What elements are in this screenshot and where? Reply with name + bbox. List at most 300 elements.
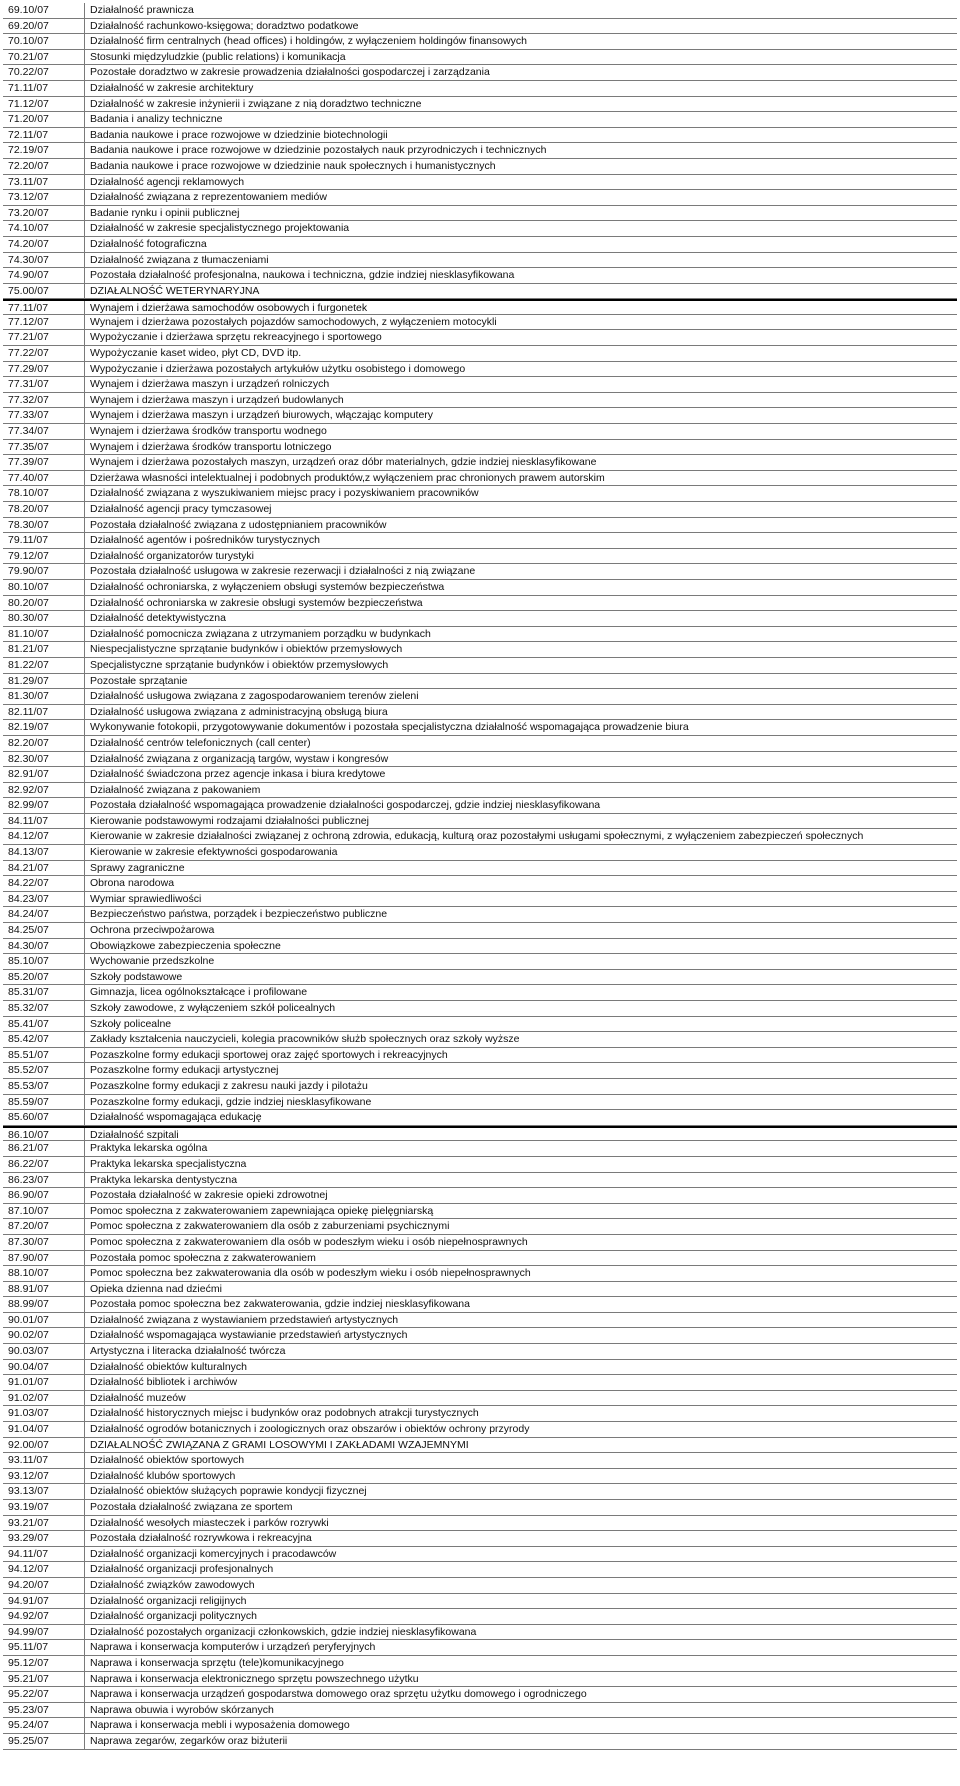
activity-description: Działalność pozostałych organizacji członkowskich, gdzie indziej niesklasyfikowana (90, 1625, 477, 1638)
activity-description: Obowiązkowe zabezpieczenia społeczne (90, 939, 281, 952)
pkd-code: 95.11/07 (3, 1640, 85, 1655)
table-row (3, 611, 957, 627)
pkd-code: 87.30/07 (3, 1235, 85, 1250)
activity-description: Naprawa obuwia i wyrobów skórzanych (90, 1703, 274, 1716)
pkd-code: 93.19/07 (3, 1500, 85, 1515)
activity-description: Wynajem i dzierżawa maszyn i urządzeń biurowych, włączając komputery (90, 409, 434, 422)
activity-description: Praktyka lekarska specjalistyczna (90, 1157, 247, 1170)
activity-description: Obrona narodowa (90, 877, 175, 890)
pkd-code: 88.99/07 (3, 1297, 85, 1312)
activity-description: Badanie rynku i opinii publicznej (90, 206, 240, 219)
pkd-code: 94.20/07 (3, 1578, 85, 1593)
pkd-code: 94.11/07 (3, 1547, 85, 1562)
table-row (3, 642, 957, 658)
pkd-code: 86.90/07 (3, 1188, 85, 1203)
activity-description: Działalność fotograficzna (90, 237, 207, 250)
table-row (3, 689, 957, 705)
table-row (3, 299, 957, 315)
activity-description: Działalność ochroniarska, z wyłączeniem obsługi systemów bezpieczeństwa (90, 580, 445, 593)
pkd-code: 74.30/07 (3, 253, 85, 268)
table-row (3, 1438, 957, 1454)
pkd-code: 85.52/07 (3, 1063, 85, 1078)
pkd-code: 94.92/07 (3, 1609, 85, 1624)
table-row (3, 1422, 957, 1438)
activity-description: Pozaszkolne formy edukacji z zakresu nauki jazdy i pilotażu (90, 1079, 368, 1092)
activity-description: Działalność organizacji politycznych (90, 1610, 257, 1623)
table-row (3, 892, 957, 908)
table-row (3, 1282, 957, 1298)
table-row (3, 518, 957, 534)
activity-description: Działalność szpitali (90, 1128, 179, 1141)
pkd-code: 85.41/07 (3, 1017, 85, 1032)
activity-description: Działalność pomocnicza związana z utrzymaniem porządku w budynkach (90, 627, 431, 640)
table-row (3, 190, 957, 206)
table-row (3, 1718, 957, 1734)
pkd-code: 84.12/07 (3, 829, 85, 844)
table-row (3, 861, 957, 877)
table-row (3, 783, 957, 799)
activity-description: Pozostała działalność związana ze sportem (90, 1501, 293, 1513)
activity-description: Działalność związana z wyszukiwaniem miejsc pracy i pozyskiwaniem pracowników (90, 487, 479, 500)
pkd-code: 94.99/07 (3, 1625, 85, 1640)
table-row (3, 1516, 957, 1532)
activity-description: Pozaszkolne formy edukacji, gdzie indziej niesklasyfikowane (90, 1095, 372, 1108)
activity-description: Działalność związana z tłumaczeniami (90, 253, 269, 266)
table-row (3, 362, 957, 378)
table-row (3, 393, 957, 409)
pkd-code: 86.23/07 (3, 1173, 85, 1188)
activity-description: Szkoły podstawowe (90, 970, 183, 983)
table-row (3, 1609, 957, 1625)
activity-description: Działalność organizatorów turystyki (90, 549, 254, 562)
pkd-code: 78.10/07 (3, 486, 85, 501)
pkd-code: 90.04/07 (3, 1360, 85, 1375)
pkd-code: 94.12/07 (3, 1562, 85, 1577)
activity-description: Wypożyczanie i dzierżawa sprzętu rekreacyjnego i sportowego (90, 331, 382, 344)
pkd-code: 69.10/07 (3, 3, 85, 18)
pkd-code: 84.13/07 (3, 845, 85, 860)
pkd-code: 72.20/07 (3, 159, 85, 174)
pkd-code: 72.11/07 (3, 128, 85, 143)
table-row (3, 34, 957, 50)
activity-description: Pozostała działalność w zakresie opieki zdrowotnej (90, 1189, 328, 1202)
pkd-code: 77.22/07 (3, 346, 85, 361)
activity-description: Działalność muzeów (90, 1391, 186, 1404)
table-row (3, 330, 957, 346)
pkd-code: 71.20/07 (3, 112, 85, 127)
activity-description: Pozaszkolne formy edukacji artystycznej (90, 1064, 279, 1077)
pkd-code: 74.90/07 (3, 268, 85, 283)
table-row (3, 1204, 957, 1220)
table-row (3, 876, 957, 892)
activity-description: Badania naukowe i prace rozwojowe w dziedzinie pozostałych nauk przyrodniczych i technicznych (90, 144, 547, 157)
pkd-code: 69.20/07 (3, 19, 85, 34)
pkd-code: 79.90/07 (3, 564, 85, 579)
pkd-code: 75.00/07 (3, 284, 85, 299)
pkd-code: 82.91/07 (3, 767, 85, 782)
activity-description: Działalność w zakresie specjalistycznego projektowania (90, 222, 350, 235)
table-row (3, 284, 957, 300)
table-row (3, 1017, 957, 1033)
table-row (3, 1625, 957, 1641)
table-row (3, 1095, 957, 1111)
table-row (3, 1188, 957, 1204)
table-row (3, 253, 957, 269)
activity-description: Szkoły zawodowe, z wyłączeniem szkół policealnych (90, 1002, 336, 1014)
table-row (3, 1734, 957, 1750)
activity-description: Pozostała działalność wspomagająca prowadzenie działalności gospodarczej, gdzie indziej niesklasyfikowana (90, 799, 601, 812)
activity-description: Dzierżawa własności intelektualnej i podobnych produktów,z wyłączeniem prac chronionych prawem autorskim (90, 471, 605, 484)
activity-description: Pozostałe sprzątanie (90, 674, 188, 687)
activity-description: Działalność usługowa związana z administracyjną obsługą biura (90, 705, 388, 718)
pkd-code: 77.32/07 (3, 393, 85, 408)
activity-description: Działalność centrów telefonicznych (call center) (90, 736, 311, 749)
pkd-code: 85.32/07 (3, 1001, 85, 1016)
pkd-code: 74.20/07 (3, 237, 85, 252)
activity-description: Pozostała pomoc społeczna z zakwaterowaniem (90, 1251, 316, 1264)
pkd-code: 73.20/07 (3, 206, 85, 221)
activity-description: Pozaszkolne formy edukacji sportowej oraz zajęć sportowych i rekreacyjnych (90, 1048, 448, 1061)
pkd-code: 70.10/07 (3, 34, 85, 49)
table-row (3, 1687, 957, 1703)
table-row (3, 1578, 957, 1594)
activity-description: Pozostała działalność rozrywkowa i rekreacyjna (90, 1532, 312, 1545)
activity-description: Działalność związana z wystawianiem przedstawień artystycznych (90, 1313, 399, 1326)
pkd-code: 95.24/07 (3, 1718, 85, 1733)
pkd-code: 70.22/07 (3, 65, 85, 80)
activity-description: Praktyka lekarska dentystyczna (90, 1173, 238, 1186)
pkd-code: 86.10/07 (3, 1128, 85, 1141)
table-row (3, 1406, 957, 1422)
table-row (3, 752, 957, 768)
activity-description: Wypożyczanie kaset wideo, płyt CD, DVD itp. (90, 347, 302, 360)
table-row (3, 502, 957, 518)
activity-description: Wypożyczanie i dzierżawa pozostałych artykułów użytku osobistego i domowego (90, 362, 466, 375)
pkd-code: 85.20/07 (3, 970, 85, 985)
table-row (3, 440, 957, 456)
table-row (3, 1594, 957, 1610)
table-row (3, 674, 957, 690)
table-row (3, 1219, 957, 1235)
table-row (3, 1453, 957, 1469)
activity-description: Działalność bibliotek i archiwów (90, 1376, 238, 1389)
pkd-code: 84.24/07 (3, 907, 85, 922)
activity-description: Działalność historycznych miejsc i budynków oraz podobnych atrakcji turystycznych (90, 1407, 479, 1420)
pkd-code: 71.12/07 (3, 97, 85, 112)
table-row (3, 970, 957, 986)
activity-description: Wynajem i dzierżawa maszyn i urządzeń budowlanych (90, 393, 344, 406)
activity-description: Naprawa i konserwacja sprzętu (tele)komunikacyjnego (90, 1656, 344, 1669)
table-row (3, 1484, 957, 1500)
activity-description: Działalność obiektów kulturalnych (90, 1360, 247, 1373)
pkd-code: 95.22/07 (3, 1687, 85, 1702)
pkd-code: 90.03/07 (3, 1344, 85, 1359)
table-row (3, 1469, 957, 1485)
activity-description: Działalność obiektów sportowych (90, 1454, 245, 1467)
table-row (3, 175, 957, 191)
table-row (3, 143, 957, 159)
pkd-code: 91.02/07 (3, 1391, 85, 1406)
activity-description: Specjalistyczne sprzątanie budynków i obiektów przemysłowych (90, 658, 389, 671)
activity-description: Niespecjalistyczne sprzątanie budynków i obiektów przemysłowych (90, 643, 403, 656)
table-row (3, 985, 957, 1001)
pkd-code: 77.12/07 (3, 315, 85, 330)
pkd-code: 74.10/07 (3, 221, 85, 236)
table-row (3, 845, 957, 861)
pkd-code: 90.02/07 (3, 1328, 85, 1343)
activity-description: Naprawa i konserwacja elektronicznego sprzętu powszechnego użytku (90, 1672, 419, 1685)
activity-description: Działalność klubów sportowych (90, 1469, 236, 1482)
pkd-code: 91.04/07 (3, 1422, 85, 1437)
pkd-code: 81.22/07 (3, 658, 85, 673)
pkd-code: 85.31/07 (3, 985, 85, 1000)
activity-description: Pozostałe doradztwo w zakresie prowadzenia działalności gospodarczej i zarządzania (90, 66, 490, 79)
table-row (3, 1344, 957, 1360)
table-row (3, 1360, 957, 1376)
pkd-code: 77.11/07 (3, 301, 85, 314)
activity-description: Kierowanie w zakresie działalności związanej z ochroną zdrowia, edukacją, kulturą oraz pozostałymi usługami społecznymi, z wyłączeniem zabezpieczeń społecznych (90, 830, 864, 843)
pkd-code: 82.20/07 (3, 736, 85, 751)
pkd-code: 71.11/07 (3, 81, 85, 96)
table-row (3, 1251, 957, 1267)
pkd-code: 77.21/07 (3, 330, 85, 345)
activity-description: Działalność firm centralnych (head offices) i holdingów, z wyłączeniem holdingów finansowych (90, 35, 527, 48)
pkd-code: 84.30/07 (3, 939, 85, 954)
table-row (3, 50, 957, 66)
table-row (3, 814, 957, 830)
pkd-code: 85.51/07 (3, 1048, 85, 1063)
activity-description: Wynajem i dzierżawa środków transportu lotniczego (90, 440, 332, 453)
table-row (3, 627, 957, 643)
table-row (3, 1531, 957, 1547)
pkd-code: 77.29/07 (3, 362, 85, 377)
table-row (3, 939, 957, 955)
pkd-code: 86.22/07 (3, 1157, 85, 1172)
table-row (3, 1391, 957, 1407)
pkd-code: 70.21/07 (3, 50, 85, 65)
table-row (3, 221, 957, 237)
pkd-code: 77.35/07 (3, 440, 85, 455)
pkd-code: 77.31/07 (3, 377, 85, 392)
table-row (3, 3, 957, 19)
activity-description: Działalność detektywistyczna (90, 612, 226, 625)
pkd-code: 77.34/07 (3, 424, 85, 439)
activity-description: Działalność związana z organizacją targów, wystaw i kongresów (90, 752, 389, 765)
activity-description: Pomoc społeczna bez zakwaterowania dla osób w podeszłym wieku i osób niepełnosprawnych (90, 1267, 531, 1280)
activity-description: Działalność usługowa związana z zagospodarowaniem terenów zieleni (90, 690, 419, 703)
activity-description: Działalność rachunkowo-księgowa; doradztwo podatkowe (90, 19, 359, 32)
table-row (3, 408, 957, 424)
activity-description: Działalność związków zawodowych (90, 1578, 255, 1591)
activity-description: Pozostała działalność profesjonalna, naukowa i techniczna, gdzie indziej niesklasyfikowana (90, 269, 515, 282)
pkd-code: 93.21/07 (3, 1516, 85, 1531)
pkd-code: 95.23/07 (3, 1703, 85, 1718)
pkd-code: 85.59/07 (3, 1095, 85, 1110)
pkd-code: 77.33/07 (3, 408, 85, 423)
pkd-code: 80.30/07 (3, 611, 85, 626)
activity-description: Pozostała pomoc społeczna bez zakwaterowania, gdzie indziej niesklasyfikowana (90, 1298, 470, 1311)
table-row (3, 533, 957, 549)
table-row (3, 424, 957, 440)
activity-description: Praktyka lekarska ogólna (90, 1142, 208, 1155)
pkd-code: 87.10/07 (3, 1204, 85, 1219)
table-row (3, 19, 957, 35)
activity-description: Działalność ogrodów botanicznych i zoologicznych oraz obszarów i obiektów ochrony przyrody (90, 1423, 530, 1436)
table-row (3, 798, 957, 814)
table-row (3, 268, 957, 284)
table-row (3, 1656, 957, 1672)
activity-description: Działalność agentów i pośredników turystycznych (90, 534, 320, 547)
activity-description: Opieka dzienna nad dziećmi (90, 1282, 222, 1295)
activity-description: Działalność agencji pracy tymczasowej (90, 503, 272, 515)
activity-description: Pomoc społeczna z zakwaterowaniem dla osób z zaburzeniami psychicznymi (90, 1220, 450, 1233)
activity-description: Naprawa i konserwacja komputerów i urządzeń peryferyjnych (90, 1641, 376, 1654)
table-row (3, 159, 957, 175)
pkd-code: 86.21/07 (3, 1141, 85, 1156)
activity-description: Wychowanie przedszkolne (90, 955, 215, 968)
activity-description: Zakłady kształcenia nauczycieli, kolegia pracowników służb społecznych oraz szkoły wyższe (90, 1033, 520, 1046)
pkd-code: 80.20/07 (3, 596, 85, 611)
table-row (3, 1126, 957, 1142)
table-row (3, 1313, 957, 1329)
table-row (3, 1235, 957, 1251)
table-row (3, 705, 957, 721)
activity-description: DZIAŁALNOŚĆ WETERYNARYJNA (90, 284, 260, 297)
pkd-code: 77.40/07 (3, 471, 85, 486)
activity-description: Działalność związana z pakowaniem (90, 783, 261, 796)
pkd-code: 95.12/07 (3, 1656, 85, 1671)
table-row (3, 658, 957, 674)
pkd-code: 79.11/07 (3, 533, 85, 548)
activity-description: Artystyczna i literacka działalność twórcza (90, 1345, 286, 1358)
pkd-code: 81.29/07 (3, 674, 85, 689)
table-row (3, 1672, 957, 1688)
activity-description: Działalność wspomagająca wystawianie przedstawień artystycznych (90, 1329, 408, 1342)
pkd-code: 81.10/07 (3, 627, 85, 642)
activity-description: Działalność związana z reprezentowaniem mediów (90, 191, 327, 204)
pkd-code: 91.03/07 (3, 1406, 85, 1421)
table-row (3, 1079, 957, 1095)
table-row (3, 1048, 957, 1064)
pkd-code: 78.30/07 (3, 518, 85, 533)
pkd-code: 90.01/07 (3, 1313, 85, 1328)
pkd-code: 80.10/07 (3, 580, 85, 595)
activity-description: Wykonywanie fotokopii, przygotowywanie dokumentów i pozostała specjalistyczna działalność wspomagająca prowadzenie biura (90, 721, 689, 734)
activity-description: Działalność organizacji religijnych (90, 1594, 247, 1607)
pkd-code: 79.12/07 (3, 549, 85, 564)
activity-description: Działalność obiektów służących poprawie kondycji fizycznej (90, 1485, 367, 1498)
table-row (3, 237, 957, 253)
activity-description: Działalność świadczona przez agencje inkasa i biura kredytowe (90, 768, 386, 781)
pkd-code: 93.11/07 (3, 1453, 85, 1468)
activity-description: Stosunki międzyludzkie (public relations) i komunikacja (90, 50, 346, 63)
pkd-code: 72.19/07 (3, 143, 85, 158)
pkd-code: 84.23/07 (3, 892, 85, 907)
activity-description: Wynajem i dzierżawa pozostałych pojazdów samochodowych, z wyłączeniem motocykli (90, 315, 497, 328)
activity-description: Kierowanie w zakresie efektywności gospodarowania (90, 846, 338, 859)
table-row (3, 580, 957, 596)
pkd-code: 81.30/07 (3, 689, 85, 704)
table-row (3, 81, 957, 97)
pkd-code: 73.11/07 (3, 175, 85, 190)
activity-description: Pomoc społeczna z zakwaterowaniem dla osób w podeszłym wieku i osób niepełnosprawnych (90, 1235, 528, 1248)
table-row (3, 1640, 957, 1656)
pkd-code: 84.21/07 (3, 861, 85, 876)
pkd-code: 82.92/07 (3, 783, 85, 798)
activity-description: Wynajem i dzierżawa środków transportu wodnego (90, 425, 327, 438)
table-row (3, 954, 957, 970)
table-row (3, 1703, 957, 1719)
activity-description: Bezpieczeństwo państwa, porządek i bezpieczeństwo publiczne (90, 908, 388, 921)
activity-description: Kierowanie podstawowymi rodzajami działalności publicznej (90, 814, 369, 827)
activity-description: Pomoc społeczna z zakwaterowaniem zapewniająca opiekę pielęgniarską (90, 1204, 434, 1217)
activity-description: Działalność w zakresie architektury (90, 81, 254, 94)
pkd-code-table (3, 3, 957, 1750)
table-row (3, 1157, 957, 1173)
activity-description: Wynajem i dzierżawa samochodów osobowych i furgonetek (90, 302, 368, 315)
pkd-code: 88.10/07 (3, 1266, 85, 1281)
table-row (3, 1032, 957, 1048)
table-row (3, 1266, 957, 1282)
activity-description: Badania i analizy techniczne (90, 113, 223, 126)
activity-description: Badania naukowe i prace rozwojowe w dziedzinie biotechnologii (90, 128, 388, 141)
table-row (3, 1110, 957, 1126)
table-row (3, 1375, 957, 1391)
table-row (3, 736, 957, 752)
table-row (3, 97, 957, 113)
table-row (3, 377, 957, 393)
activity-description: Wynajem i dzierżawa maszyn i urządzeń rolniczych (90, 378, 330, 391)
activity-description: Szkoły policealne (90, 1017, 172, 1030)
table-row (3, 471, 957, 487)
table-row (3, 112, 957, 128)
pkd-code: 95.21/07 (3, 1672, 85, 1687)
pkd-code: 82.11/07 (3, 705, 85, 720)
table-row (3, 1328, 957, 1344)
activity-description: Wymiar sprawiedliwości (90, 892, 202, 905)
pkd-code: 92.00/07 (3, 1438, 85, 1453)
activity-description: Naprawa zegarów, zegarków oraz biżuterii (90, 1734, 288, 1747)
table-row (3, 923, 957, 939)
pkd-code: 91.01/07 (3, 1375, 85, 1390)
activity-description: Gimnazja, licea ogólnokształcące i profilowane (90, 986, 308, 999)
table-row (3, 1562, 957, 1578)
pkd-code: 78.20/07 (3, 502, 85, 517)
table-row (3, 549, 957, 565)
pkd-code: 84.22/07 (3, 876, 85, 891)
activity-description: Działalność w zakresie inżynierii i związane z nią doradztwo techniczne (90, 97, 422, 110)
pkd-code: 82.19/07 (3, 720, 85, 735)
table-row (3, 1173, 957, 1189)
table-row (3, 767, 957, 783)
table-row (3, 564, 957, 580)
activity-description: Działalność agencji reklamowych (90, 175, 245, 188)
pkd-code: 93.12/07 (3, 1469, 85, 1484)
pkd-code: 82.99/07 (3, 798, 85, 813)
activity-description: Pozostała działalność związana z udostępnianiem pracowników (90, 518, 387, 531)
table-row (3, 1500, 957, 1516)
pkd-code: 82.30/07 (3, 752, 85, 767)
activity-description: Wynajem i dzierżawa pozostałych maszyn, urządzeń oraz dóbr materialnych, gdzie indziej niesklasyfikowane (90, 456, 597, 469)
table-row (3, 1297, 957, 1313)
pkd-code: 94.91/07 (3, 1594, 85, 1609)
pkd-code: 87.90/07 (3, 1251, 85, 1266)
pkd-code: 87.20/07 (3, 1219, 85, 1234)
pkd-code: 85.60/07 (3, 1110, 85, 1125)
table-row (3, 455, 957, 471)
table-row (3, 346, 957, 362)
table-row (3, 1063, 957, 1079)
